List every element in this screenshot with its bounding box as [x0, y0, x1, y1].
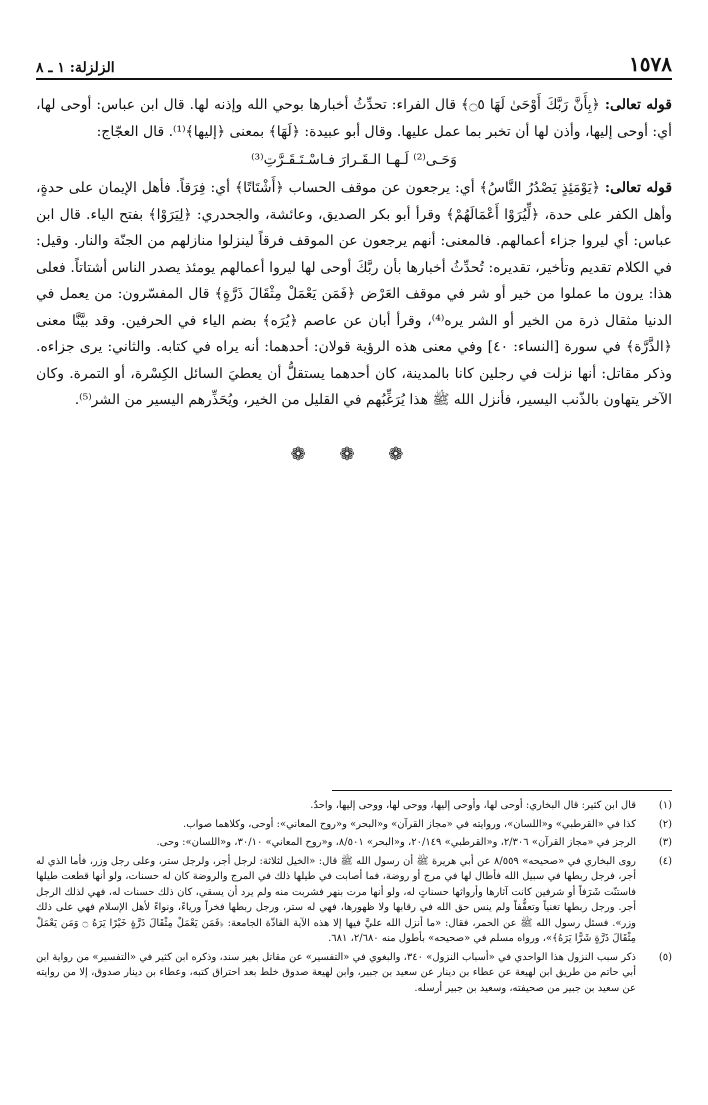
footnote-number: (٤) — [658, 855, 672, 867]
footnote — [36, 798, 672, 814]
footnote-text: ذكر سبب النزول هذا الواحدي في «أسباب النزول» ٣٤٠، والبغوي في «التفسير» عن مقاتل بغير سند، وذكره ابن كثير في «التفسير» من رواية ابن أبي حاتم من طريق ابن لهيعة عن عطاء بن دينار عن سعيد بن جبير، وابن لهيعة صدوق خلط بعد احتراق كتبه، وعطاء بن دينار صدوق، إلا من روايته عن سعيد بن جبير من صحيفته، وسعيد بن جبير أرسله. — [36, 951, 636, 994]
footnote — [36, 835, 672, 851]
section-divider: ❁ ❁ ❁ — [290, 444, 418, 465]
footnote-rule — [332, 790, 672, 791]
header-rule — [36, 78, 672, 80]
footnote — [36, 854, 672, 947]
footnote-number: (١) — [658, 800, 672, 811]
footnote-text: قال ابن كثير: قال البخاري: أوحى لها، وأوحى إليها، ووحى لها، ووحى إليها، واحدٌ. — [310, 800, 636, 811]
footnote — [36, 950, 672, 997]
footnote-text: الرجز في «مجاز القرآن» ٢/٣٠٦، و«القرطبي» ٢٠/١٤٩، و«البحر» ٨/٥٠١، و«روح المعاني» ٣٠/١٠، و«اللسان»: وحى. — [156, 837, 636, 848]
paragraph-lead: قوله تعالى: — [604, 180, 673, 196]
poetry-verse: وَحَـى⁽²⁾ لَـهـا الـقَـرارَ فـاسْـتَـقَـرَّتِ⁽³⁾ — [251, 152, 457, 168]
paragraph-text: ﴿بِأَنَّ رَبَّكَ أَوْحَىٰ لَهَا ۝٥﴾ قال الفراء: تحدِّثُ أخبارها بوحي الله وإذنه لها. قال ابن عباس: أوحى لها، أي: أوحى إليها، وأذن لها أن تخبر بما عمل عليها. وقال أبو عبيدة: ﴿لَهَا﴾ بمعنى ﴿إليها﴾⁽¹⁾. قال العجّاج: — [36, 97, 672, 140]
paragraph-1 — [36, 92, 672, 145]
footnote-text: روى البخاري في «صحيحه» ٨/٥٥٩ عن أبي هريرة ﷺ أن رسول الله ﷺ قال: «الخيل لثلاثة: لرجل أجر، ولرجل ستر، وعلى رجل وزر، فأما الذي له أجر، فرجل ربطها في سبيل الله فأطال لها في مرج أو روضة، فما أصابت في طيلها ذلك في المرج والروضة كان له حسنات، ولو أنها قطعت طيلها فاستنّت شَرَفاً أو شرفين كانت آثارها وأرواثها حسناتٍ له، ولو أنها مرت بنهر فشربت منه ولم يرد أن يسقي، كان ذلك حسنات له، فهي لذلك الرجل أجر. ورجل ربطها تغنياً وتعفُّفاً ولم ينس حق الله في رقابها ولا ظهورها، فهي له ستر، ورجل ربطها فخراً ورياءً، ونواءً لأهل الإسلام فهي على ذلك وزر». فسئل رسول الله ﷺ عن الحمر، فقال: «ما أنزل الله عليَّ فيها إلا هذه الآية الفاذّة الجامعة: ﴿فَمَن يَعْمَلْ مِثْقَالَ ذَرَّةٍ خَيْرًا يَرَهُ ۝ وَمَن يَعْمَلْ مِثْقَالَ ذَرَّةٍ شَرًّا يَرَهُ﴾»، ورواه مسلم في «صحيحه» بأطول منه ٢/٦٨٠، ٦٨١. — [36, 855, 637, 944]
footnote-number: (٥) — [658, 951, 672, 963]
chapter-reference: الزلزلة: ١ ـ ٨ — [36, 60, 115, 76]
footnote-number: (٣) — [658, 837, 672, 848]
footnotes — [36, 798, 672, 999]
paragraph-lead: قوله تعالى: — [604, 97, 672, 113]
paragraph-2 — [36, 175, 672, 414]
paragraph-text: ﴿يَوْمَئِذٍ يَصْدُرُ النَّاسُ﴾ أي: يرجعون عن موقف الحساب ﴿أَشْتَاتًا﴾ أي: فِرَقاً. فأهل الإيمان على حدةٍ، وأهل الكفر على حدة، ﴿لِّيُرَوْا أَعْمَالَهُمْ﴾ وقرأ أبو بكر الصديق، وعائشة، والجحدري: ﴿لِيَرَوْا﴾ بفتح الياء. قال ابن عباس: أي ليروا جزاء أعمالهم. فالمعنى: أنهم يرجعون عن الموقف فرقاً لينزلوا منازلهم من الجنّة والنار. وقيل: في الكلام تقديم وتأخير، تقديره: تُحدِّثُ أخبارها بأن ربَّكَ أوحى لها ليروا أعمالهم يومئذ يصدر الناس أشتاتاً. فعلى هذا: يرون ما عملوا من خير أو شر في موقف العَرْض ﴿فَمَن يَعْمَلْ مِثْقَالَ ذَرَّةٍ﴾ قال المفسّرون: من يعمل في الدنيا مثقال ذرة من الخير أو الشر يره⁽⁴⁾، وقرأ أبان عن عاصم ﴿يُرَه﴾ بضم الياء في الحرفين. وقد بيَّنَّا معنى ﴿الذَّرَّة﴾ في سورة [النساء: ٤٠] وفي معنى هذه الرؤية قولان: أحدهما: أنه يراه في كتابه. والثاني: يرى جزاءه. وذكر مقاتل: أنها نزلت في رجلين كانا بالمدينة، كان أحدهما يستقلُّ أن يعطيَ السائل الكِسْرة، أو التمرة. وكان الآخر يتهاون بالذّنب اليسير، فأنزل الله ﷺ هذا يُرَغِّبُهم في القليل من الخير، ويُحَذِّرهم اليسير من الشر⁽⁵⁾. — [36, 180, 673, 408]
footnote-number: (٢) — [658, 818, 672, 830]
footnote-text: كذا في «القرطبي» و«اللسان»، وروايته في «مجاز القرآن» و«البحر» و«روح المعاني»: أوحى، وكلاهما صواب. — [183, 818, 636, 830]
footnote — [36, 817, 672, 833]
page-number: ١٥٧٨ — [629, 52, 672, 76]
main-text — [36, 92, 672, 418]
page-header — [36, 52, 672, 76]
